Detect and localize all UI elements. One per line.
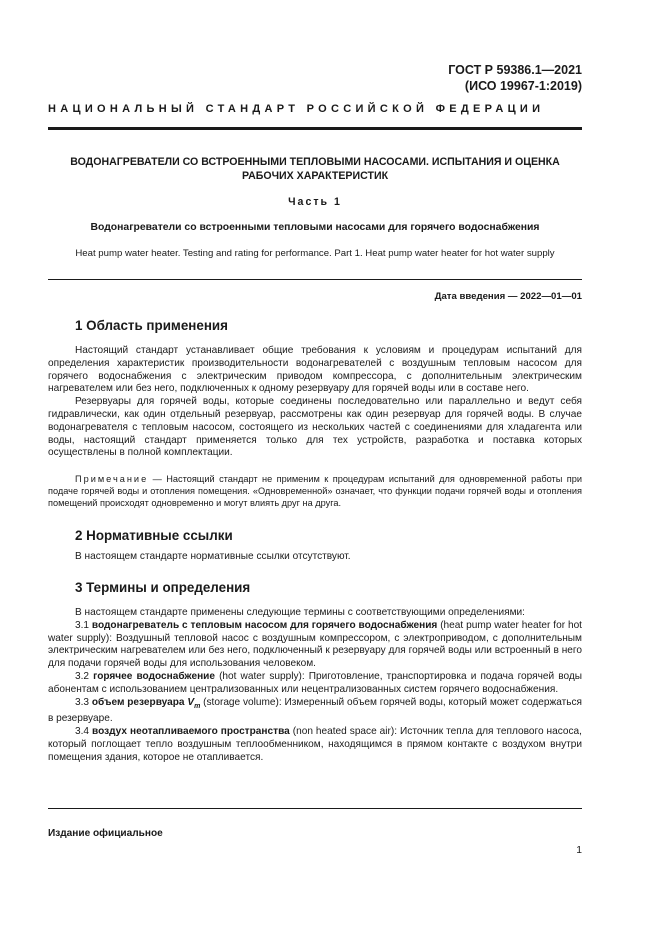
term-3-1-definition: (heat pump water heater for hot water supply): Воздушный тепловой насос с воздушным компрессором, с электроприводом, с дополнительным электрическим нагревателем или без него, подключенный к резервуару для горячей воды или встроенный в него для подачи горячей воды для использования человеком. — [48, 619, 582, 670]
title-rule — [48, 279, 582, 280]
header-rule — [48, 127, 582, 130]
section-3-intro: В настоящем стандарте применены следующие термины с соответствующими определениями: — [75, 607, 525, 618]
term-3-1-name: водонагреватель с тепловым насосом для горячего водоснабжения — [91, 619, 438, 631]
part-subtitle: Водонагреватели со встроенными тепловыми насосами для горячего водоснабжения — [90, 222, 540, 233]
term-3-3 — [48, 697, 582, 727]
term-3-3-definition: (storage volume): Измеренный объем горячей воды, который может содержаться в резервуаре. — [48, 696, 583, 725]
english-title: Heat pump water heater. Testing and rating for performance. Part 1. Heat pump water heater for hot water supply — [75, 248, 555, 259]
term-3-3-symbol: V — [187, 696, 195, 708]
section-2-heading: 2 Нормативные ссылки — [75, 528, 233, 543]
section-1-body — [48, 345, 582, 460]
footer-rule — [48, 808, 582, 809]
standard-number: ГОСТ Р 59386.1—2021 — [448, 63, 582, 77]
note-label: Примечание — [75, 474, 149, 484]
section-1-note — [48, 473, 582, 509]
term-3-4 — [48, 726, 582, 764]
iso-reference: (ИСО 19967-1:2019) — [464, 79, 582, 93]
term-3-4-definition: (non heated space air): Источник тепла для теплового насоса, который поглощает тепло воздушным теплообменником, находящимся в прямом контакте с воздухом внутри помещения здания, которое не отапливается. — [48, 726, 582, 763]
term-3-2-name: горячее водоснабжение — [93, 670, 215, 682]
official-edition-label: Издание официальное — [48, 828, 163, 839]
note-text: — Настоящий стандарт не применим к процедурам испытаний для одновременной работы при подаче горячей воды и отопления помещения. «Одновременной» означает, что функции подачи горячей воды и отопления помещений происходят одновременно и могут влиять друг на друга. — [48, 474, 582, 508]
term-3-3-number: 3.3 — [75, 696, 92, 708]
title-line-1: ВОДОНАГРЕВАТЕЛИ СО ВСТРОЕННЫМИ ТЕПЛОВЫМИ НАСОСАМИ. ИСПЫТАНИЯ И ОЦЕНКА — [70, 156, 560, 168]
term-3-1 — [48, 620, 582, 671]
section-2-paragraph-1: В настоящем стандарте нормативные ссылки отсутствуют. — [75, 551, 351, 562]
term-3-3-name: объем резервуара — [91, 696, 188, 708]
term-3-3-symbol-subscript: m — [194, 702, 201, 710]
term-3-2 — [48, 671, 582, 697]
section-1-paragraph-2: Резервуары для горячей воды, которые соединены последовательно или параллельно и ведут себя гидравлически, как один отдельный резервуар, рассмотрены как один резервуар для горячей воды. В случае водонагревателя с тепловым насосом, состоящего из нескольких частей с соединениями для хладагента или воды, настоящий стандарт применяется только для тех устройств, разработка и поставка которых осуществлены в полной комплектации. — [48, 396, 582, 459]
part-label: Часть 1 — [288, 196, 342, 208]
national-standard-banner: НАЦИОНАЛЬНЫЙ СТАНДАРТ РОССИЙСКОЙ ФЕДЕРАЦИИ — [48, 103, 545, 115]
section-2-body — [48, 551, 582, 564]
section-1-heading: 1 Область применения — [75, 318, 228, 333]
term-3-2-definition: (hot water supply): Приготовление, транспортировка и подача горячей воды абонентам с использованием централизованных или нецентрализованных систем горячего водоснабжения. — [48, 670, 582, 695]
term-3-1-number: 3.1 — [75, 619, 92, 631]
section-1-paragraph-1: Настоящий стандарт устанавливает общие требования к условиям и процедурам испытаний для определения характеристик производительности водонагревателей с воздушным тепловым насосом для горячего водоснабжения с электрическим приводом компрессора, с дополнительным электрическим нагревателем или без него, подключенных к одному резервуару для горячей воды или в составе него. — [48, 345, 582, 395]
section-3-heading: 3 Термины и определения — [75, 580, 251, 595]
term-3-4-name: воздух неотапливаемого пространства — [92, 726, 290, 738]
section-3-body — [48, 607, 582, 765]
document-title — [48, 155, 582, 183]
title-line-2: РАБОЧИХ ХАРАКТЕРИСТИК — [241, 170, 389, 182]
term-3-2-number: 3.2 — [75, 670, 94, 682]
introduction-date: Дата введения — 2022—01—01 — [434, 291, 582, 302]
page-number: 1 — [576, 845, 582, 856]
term-3-4-number: 3.4 — [75, 726, 93, 738]
